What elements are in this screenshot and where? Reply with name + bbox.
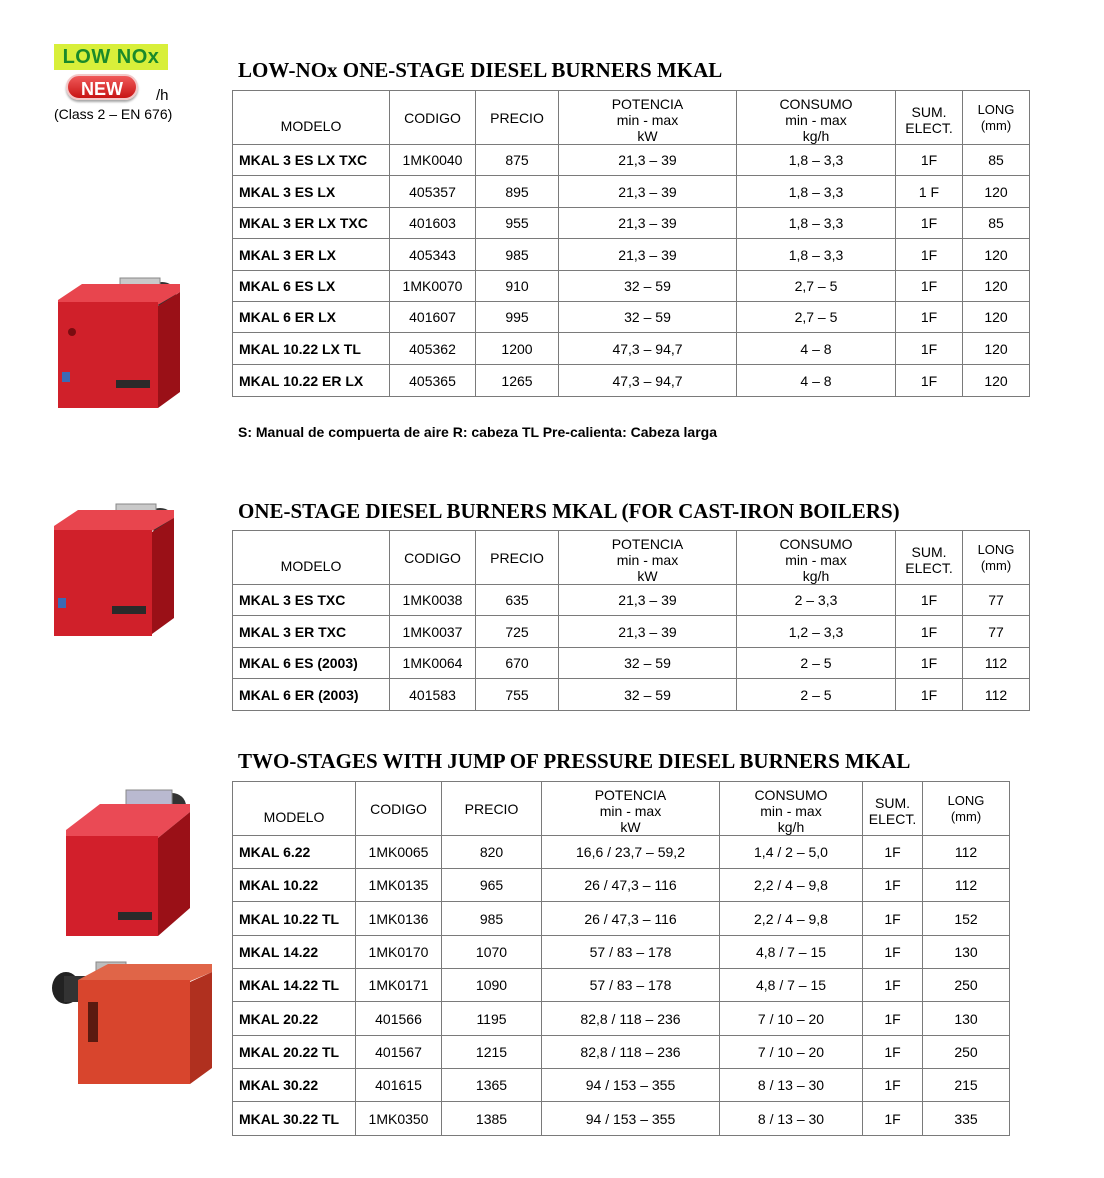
cell-potencia: 21,3 – 39: [559, 585, 737, 616]
section-title-low-nox: LOW-NOx ONE-STAGE DIESEL BURNERS MKAL: [238, 58, 723, 82]
table-row: [233, 585, 1030, 616]
cell-consumo: 4 – 8: [737, 333, 896, 365]
cell-potencia: 57 / 83 – 178: [542, 969, 720, 1002]
header-sum-label: SUM.: [911, 543, 947, 560]
cell-precio: 910: [476, 271, 559, 302]
cell-sum: 1F: [896, 616, 963, 648]
cell-precio: 895: [476, 176, 559, 208]
cell-codigo: 405343: [390, 239, 476, 271]
cell-precio: 1195: [442, 1002, 542, 1036]
cell-model: MKAL 6 ER LX: [233, 302, 390, 333]
section-title-cast-iron: ONE-STAGE DIESEL BURNERS MKAL (FOR CAST-IRON BOILERS): [238, 499, 900, 523]
cell-potencia: 32 – 59: [559, 679, 737, 711]
cell-codigo: 1MK0037: [390, 616, 476, 648]
cell-sum: 1F: [896, 365, 963, 397]
cell-precio: 875: [476, 145, 559, 176]
cell-sum: 1F: [863, 1069, 923, 1102]
header-codigo: [390, 91, 476, 145]
header-consumo-range: min - max: [785, 552, 847, 568]
cell-potencia: 47,3 – 94,7: [559, 365, 737, 397]
header-potencia: [542, 782, 720, 836]
header-consumo-unit: kg/h: [777, 819, 805, 835]
cell-potencia: 94 / 153 – 355: [542, 1069, 720, 1102]
burner-image-1: [52, 272, 192, 412]
header-potencia-unit: kW: [637, 568, 658, 584]
cell-precio: 725: [476, 616, 559, 648]
cell-consumo: 4 – 8: [737, 365, 896, 397]
cell-precio: 985: [476, 239, 559, 271]
cell-model: MKAL 20.22: [233, 1002, 356, 1036]
cell-model: MKAL 30.22: [233, 1069, 356, 1102]
cell-codigo: 1MK0170: [356, 936, 442, 969]
cell-sum: 1F: [896, 239, 963, 271]
cell-model: MKAL 3 ER LX TXC: [233, 208, 390, 239]
header-precio-label: PRECIO: [490, 109, 544, 126]
header-codigo-label: CODIGO: [404, 549, 461, 566]
cell-consumo: 2,7 – 5: [737, 271, 896, 302]
cell-codigo: 405362: [390, 333, 476, 365]
cell-potencia: 82,8 / 118 – 236: [542, 1002, 720, 1036]
cell-codigo: 1MK0040: [390, 145, 476, 176]
header-long: [963, 91, 1030, 145]
cell-model: MKAL 6 ER (2003): [233, 679, 390, 711]
cell-model: MKAL 14.22: [233, 936, 356, 969]
cell-model: MKAL 3 ES LX: [233, 176, 390, 208]
header-modelo: [233, 91, 390, 145]
table-row: [233, 208, 1030, 239]
cell-codigo: 401607: [390, 302, 476, 333]
cell-potencia: 21,3 – 39: [559, 145, 737, 176]
burner-image-2: [50, 500, 190, 640]
cell-long: 77: [963, 585, 1030, 616]
cell-long: 120: [963, 176, 1030, 208]
header-consumo-range: min - max: [785, 112, 847, 128]
cell-potencia: 21,3 – 39: [559, 616, 737, 648]
cell-long: 112: [963, 679, 1030, 711]
cell-model: MKAL 3 ER TXC: [233, 616, 390, 648]
cell-sum: 1F: [863, 1102, 923, 1136]
cell-long: 85: [963, 145, 1030, 176]
cell-sum: 1F: [896, 208, 963, 239]
cell-consumo: 4,8 / 7 – 15: [720, 936, 863, 969]
cell-potencia: 16,6 / 23,7 – 59,2: [542, 836, 720, 869]
cell-consumo: 1,8 – 3,3: [737, 176, 896, 208]
header-long-unit: (mm): [950, 808, 982, 824]
header-precio: [442, 782, 542, 836]
header-potencia-range: min - max: [616, 552, 679, 568]
table-row: [233, 1002, 1010, 1036]
cell-model: MKAL 6.22: [233, 836, 356, 869]
cell-sum: 1F: [863, 969, 923, 1002]
cut-text-2: (Class 2 – EN 676): [54, 106, 173, 122]
cell-codigo: 1MK0038: [390, 585, 476, 616]
table-row: [233, 936, 1010, 969]
header-long-unit: (mm): [980, 557, 1012, 573]
table-cast-iron: [232, 530, 1030, 711]
cell-codigo: 1MK0065: [356, 836, 442, 869]
cell-long: 335: [923, 1102, 1010, 1136]
cell-sum: 1F: [896, 302, 963, 333]
cell-long: 152: [923, 902, 1010, 936]
cell-long: 130: [923, 1002, 1010, 1036]
header-codigo: [390, 531, 476, 585]
cell-precio: 1090: [442, 969, 542, 1002]
cell-precio: 1215: [442, 1036, 542, 1069]
cell-consumo: 2,2 / 4 – 9,8: [720, 869, 863, 902]
cell-codigo: 401603: [390, 208, 476, 239]
header-consumo-label: CONSUMO: [754, 787, 828, 803]
burner-image-3: [60, 786, 200, 938]
cell-precio: 1265: [476, 365, 559, 397]
cell-model: MKAL 10.22 ER LX: [233, 365, 390, 397]
cut-text-1: /h: [156, 87, 169, 104]
cell-precio: 965: [442, 869, 542, 902]
legend-note: S: Manual de compuerta de aire R: cabeza TL Pre-calienta: Cabeza larga: [238, 424, 718, 440]
header-modelo: [233, 782, 356, 836]
cell-consumo: 1,8 – 3,3: [737, 145, 896, 176]
cell-potencia: 32 – 59: [559, 302, 737, 333]
cell-sum: 1 F: [896, 176, 963, 208]
header-consumo: [720, 782, 863, 836]
header-long-unit: (mm): [980, 117, 1012, 133]
cell-potencia: 94 / 153 – 355: [542, 1102, 720, 1136]
cell-potencia: 82,8 / 118 – 236: [542, 1036, 720, 1069]
cell-long: 120: [963, 302, 1030, 333]
cell-consumo: 4,8 / 7 – 15: [720, 969, 863, 1002]
cell-long: 112: [923, 836, 1010, 869]
cell-precio: 955: [476, 208, 559, 239]
cell-model: MKAL 30.22 TL: [233, 1102, 356, 1136]
header-precio: [476, 531, 559, 585]
header-row: [233, 782, 1010, 836]
cell-sum: 1F: [896, 333, 963, 365]
burner-image-4: [48, 958, 218, 1088]
cell-long: 85: [963, 208, 1030, 239]
cell-potencia: 57 / 83 – 178: [542, 936, 720, 969]
header-potencia-label: POTENCIA: [611, 536, 684, 552]
table-row: [233, 333, 1030, 365]
cell-precio: 995: [476, 302, 559, 333]
cell-long: 77: [963, 616, 1030, 648]
cell-model: MKAL 6 ES LX: [233, 271, 390, 302]
header-elect-label: ELECT.: [868, 810, 917, 827]
table-row: [233, 302, 1030, 333]
header-potencia: [559, 91, 737, 145]
cell-precio: 985: [442, 902, 542, 936]
table-row: [233, 176, 1030, 208]
cell-codigo: 401615: [356, 1069, 442, 1102]
cell-model: MKAL 14.22 TL: [233, 969, 356, 1002]
header-sum-elect: [896, 91, 963, 145]
cell-model: MKAL 10.22 LX TL: [233, 333, 390, 365]
table-row: [233, 902, 1010, 936]
header-potencia-unit: kW: [637, 128, 658, 144]
cell-precio: 820: [442, 836, 542, 869]
header-precio: [476, 91, 559, 145]
cell-consumo: 2,2 / 4 – 9,8: [720, 902, 863, 936]
cell-codigo: 401567: [356, 1036, 442, 1069]
cell-codigo: 1MK0064: [390, 648, 476, 679]
header-modelo-label: MODELO: [280, 557, 342, 574]
cell-long: 120: [963, 365, 1030, 397]
cell-codigo: 405365: [390, 365, 476, 397]
header-precio-label: PRECIO: [490, 549, 544, 566]
table-row: [233, 836, 1010, 869]
header-long: [963, 531, 1030, 585]
header-modelo-label: MODELO: [263, 808, 325, 825]
header-potencia: [559, 531, 737, 585]
table-row: [233, 679, 1030, 711]
header-consumo-label: CONSUMO: [779, 536, 853, 552]
table-row: [233, 869, 1010, 902]
header-consumo-label: CONSUMO: [779, 96, 853, 112]
header-elect-label: ELECT.: [905, 119, 953, 136]
cell-sum: 1F: [863, 836, 923, 869]
cell-consumo: 8 / 13 – 30: [720, 1069, 863, 1102]
header-sum-label: SUM.: [875, 794, 910, 811]
cell-codigo: 1MK0171: [356, 969, 442, 1002]
header-consumo-unit: kg/h: [802, 128, 830, 144]
header-consumo: [737, 531, 896, 585]
cell-consumo: 8 / 13 – 30: [720, 1102, 863, 1136]
header-long-label: LONG: [977, 541, 1015, 557]
cell-long: 112: [963, 648, 1030, 679]
cell-long: 112: [923, 869, 1010, 902]
cell-model: MKAL 20.22 TL: [233, 1036, 356, 1069]
cell-sum: 1F: [863, 902, 923, 936]
cell-precio: 755: [476, 679, 559, 711]
cell-sum: 1F: [863, 869, 923, 902]
cell-precio: 1070: [442, 936, 542, 969]
header-modelo-label: MODELO: [280, 117, 342, 134]
cell-model: MKAL 6 ES (2003): [233, 648, 390, 679]
cell-potencia: 21,3 – 39: [559, 176, 737, 208]
cell-sum: 1F: [863, 1002, 923, 1036]
cell-sum: 1F: [863, 1036, 923, 1069]
cell-consumo: 2 – 3,3: [737, 585, 896, 616]
cell-consumo: 1,2 – 3,3: [737, 616, 896, 648]
cell-model: MKAL 3 ER LX: [233, 239, 390, 271]
header-potencia-range: min - max: [599, 803, 662, 819]
cell-codigo: 401566: [356, 1002, 442, 1036]
table-low-nox: [232, 90, 1030, 397]
cell-long: 250: [923, 969, 1010, 1002]
table-row: [233, 616, 1030, 648]
cell-model: MKAL 10.22 TL: [233, 902, 356, 936]
cell-potencia: 21,3 – 39: [559, 208, 737, 239]
cell-sum: 1F: [896, 585, 963, 616]
cell-codigo: 1MK0070: [390, 271, 476, 302]
table-two-stage: [232, 781, 1010, 1136]
header-sum-elect: [863, 782, 923, 836]
cell-precio: 1200: [476, 333, 559, 365]
table-row: [233, 648, 1030, 679]
cell-model: MKAL 3 ES LX TXC: [233, 145, 390, 176]
cell-long: 120: [963, 333, 1030, 365]
cell-codigo: 1MK0136: [356, 902, 442, 936]
table-row: [233, 271, 1030, 302]
cell-potencia: 26 / 47,3 – 116: [542, 869, 720, 902]
cell-codigo: 1MK0350: [356, 1102, 442, 1136]
cell-long: 215: [923, 1069, 1010, 1102]
cell-potencia: 26 / 47,3 – 116: [542, 902, 720, 936]
table-row: [233, 239, 1030, 271]
low-nox-badge: LOW NOx: [54, 44, 168, 70]
header-consumo: [737, 91, 896, 145]
cell-long: 130: [923, 936, 1010, 969]
table-row: [233, 365, 1030, 397]
cell-precio: 635: [476, 585, 559, 616]
header-consumo-unit: kg/h: [802, 568, 830, 584]
cell-consumo: 2,7 – 5: [737, 302, 896, 333]
cell-long: 120: [963, 271, 1030, 302]
header-long-label: LONG: [977, 101, 1015, 117]
header-consumo-range: min - max: [760, 803, 822, 819]
cell-codigo: 405357: [390, 176, 476, 208]
header-row: [233, 91, 1030, 145]
cell-consumo: 7 / 10 – 20: [720, 1002, 863, 1036]
cell-model: MKAL 10.22: [233, 869, 356, 902]
cell-potencia: 32 – 59: [559, 271, 737, 302]
cell-long: 120: [963, 239, 1030, 271]
cell-consumo: 1,8 – 3,3: [737, 239, 896, 271]
header-potencia-unit: kW: [620, 819, 641, 835]
header-long: [923, 782, 1010, 836]
cell-potencia: 47,3 – 94,7: [559, 333, 737, 365]
cell-precio: 1365: [442, 1069, 542, 1102]
cell-consumo: 1,8 – 3,3: [737, 208, 896, 239]
cell-consumo: 1,4 / 2 – 5,0: [720, 836, 863, 869]
header-sum-elect: [896, 531, 963, 585]
cell-sum: 1F: [896, 145, 963, 176]
cell-codigo: 1MK0135: [356, 869, 442, 902]
cell-sum: 1F: [896, 648, 963, 679]
cell-sum: 1F: [896, 679, 963, 711]
cell-consumo: 7 / 10 – 20: [720, 1036, 863, 1069]
header-row: [233, 531, 1030, 585]
new-badge: NEW: [66, 74, 138, 100]
header-potencia-label: POTENCIA: [611, 96, 684, 112]
cell-sum: 1F: [863, 936, 923, 969]
table-row: [233, 145, 1030, 176]
cell-long: 250: [923, 1036, 1010, 1069]
cell-precio: 670: [476, 648, 559, 679]
header-potencia-label: POTENCIA: [594, 787, 667, 803]
cell-consumo: 2 – 5: [737, 679, 896, 711]
cell-codigo: 401583: [390, 679, 476, 711]
cell-precio: 1385: [442, 1102, 542, 1136]
table-row: [233, 1069, 1010, 1102]
cell-potencia: 32 – 59: [559, 648, 737, 679]
header-codigo-label: CODIGO: [404, 109, 461, 126]
header-elect-label: ELECT.: [905, 559, 953, 576]
cell-consumo: 2 – 5: [737, 648, 896, 679]
table-row: [233, 1102, 1010, 1136]
header-long-label: LONG: [947, 792, 985, 808]
header-sum-label: SUM.: [911, 103, 947, 120]
section-title-two-stage: TWO-STAGES WITH JUMP OF PRESSURE DIESEL BURNERS MKAL: [238, 749, 911, 773]
header-codigo: [356, 782, 442, 836]
cell-model: MKAL 3 ES TXC: [233, 585, 390, 616]
table-row: [233, 969, 1010, 1002]
cell-sum: 1F: [896, 271, 963, 302]
cell-potencia: 21,3 – 39: [559, 239, 737, 271]
header-modelo: [233, 531, 390, 585]
header-precio-label: PRECIO: [464, 800, 519, 817]
table-row: [233, 1036, 1010, 1069]
header-codigo-label: CODIGO: [370, 800, 427, 817]
header-potencia-range: min - max: [616, 112, 679, 128]
